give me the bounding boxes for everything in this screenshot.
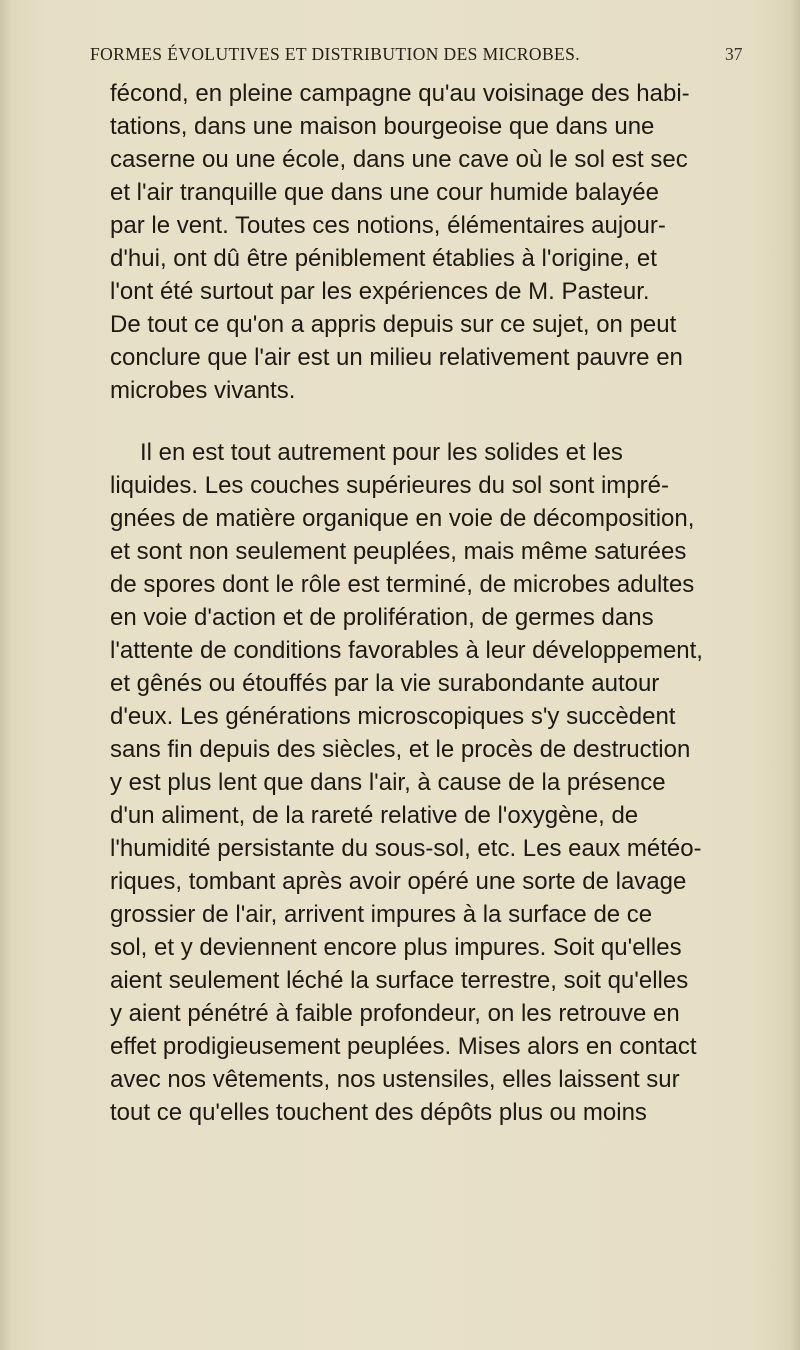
text-line: y est plus lent que dans l'air, à cause de la présence	[110, 769, 666, 796]
text-line: microbes vivants.	[110, 377, 296, 404]
text-line: gnées de matière organique en voie de décomposition,	[110, 505, 695, 532]
text-line: y aient pénétré à faible profondeur, on les retrouve en	[110, 1000, 680, 1027]
text-line: grossier de l'air, arrivent impures à la surface de ce	[110, 901, 653, 928]
text-line: aient seulement léché la surface terrestre, soit qu'elles	[110, 967, 689, 994]
text-line: d'hui, ont dû être péniblement établies à l'origine, et	[110, 245, 657, 272]
text-line: l'attente de conditions favorables à leur développement,	[110, 637, 703, 664]
page-edge-shadow	[790, 0, 800, 1350]
text-line: effet prodigieusement peuplées. Mises alors en contact	[110, 1033, 697, 1060]
page-gutter-shadow	[0, 0, 12, 1350]
text-line: et l'air tranquille que dans une cour humide balayée	[110, 179, 659, 206]
text-line: De tout ce qu'on a appris depuis sur ce sujet, on peut	[110, 311, 677, 338]
text-line: caserne ou une école, dans une cave où le sol est sec	[110, 146, 688, 173]
text-line: d'eux. Les générations microscopiques s'y succèdent	[110, 703, 676, 730]
text-line: par le vent. Toutes ces notions, élémentaires aujour-	[110, 212, 666, 239]
text-line: l'humidité persistante du sous-sol, etc. Les eaux météo-	[110, 835, 702, 862]
text-line: sol, et y deviennent encore plus impures. Soit qu'elles	[110, 934, 682, 961]
running-title: FORMES ÉVOLUTIVES ET DISTRIBUTION DES MICROBES.	[90, 44, 581, 64]
text-line: avec nos vêtements, nos ustensiles, elles laissent sur	[110, 1066, 680, 1093]
text-line: Il en est tout autrement pour les solides et les	[140, 439, 623, 466]
text-line: liquides. Les couches supérieures du sol sont impré-	[110, 472, 669, 499]
text-line: conclure que l'air est un milieu relativement pauvre en	[110, 344, 683, 371]
text-line: l'ont été surtout par les expériences de M. Pasteur.	[110, 278, 650, 305]
text-line: d'un aliment, de la rareté relative de l'oxygène, de	[110, 802, 639, 829]
page-number: 37	[725, 44, 743, 64]
text-line: riques, tombant après avoir opéré une sorte de lavage	[110, 868, 687, 895]
text-line: et sont non seulement peuplées, mais même saturées	[110, 538, 687, 565]
text-line: sans fin depuis des siècles, et le procès de destruction	[110, 736, 691, 763]
text-line: et gênés ou étouffés par la vie surabondante autour	[110, 670, 660, 697]
text-line: fécond, en pleine campagne qu'au voisinage des habi-	[110, 80, 690, 107]
text-line: tout ce qu'elles touchent des dépôts plus ou moins	[110, 1099, 647, 1126]
text-line: en voie d'action et de prolifération, de germes dans	[110, 604, 654, 631]
running-head	[0, 44, 800, 74]
text-line: de spores dont le rôle est terminé, de microbes adultes	[110, 571, 695, 598]
text-line: tations, dans une maison bourgeoise que dans une	[110, 113, 655, 140]
